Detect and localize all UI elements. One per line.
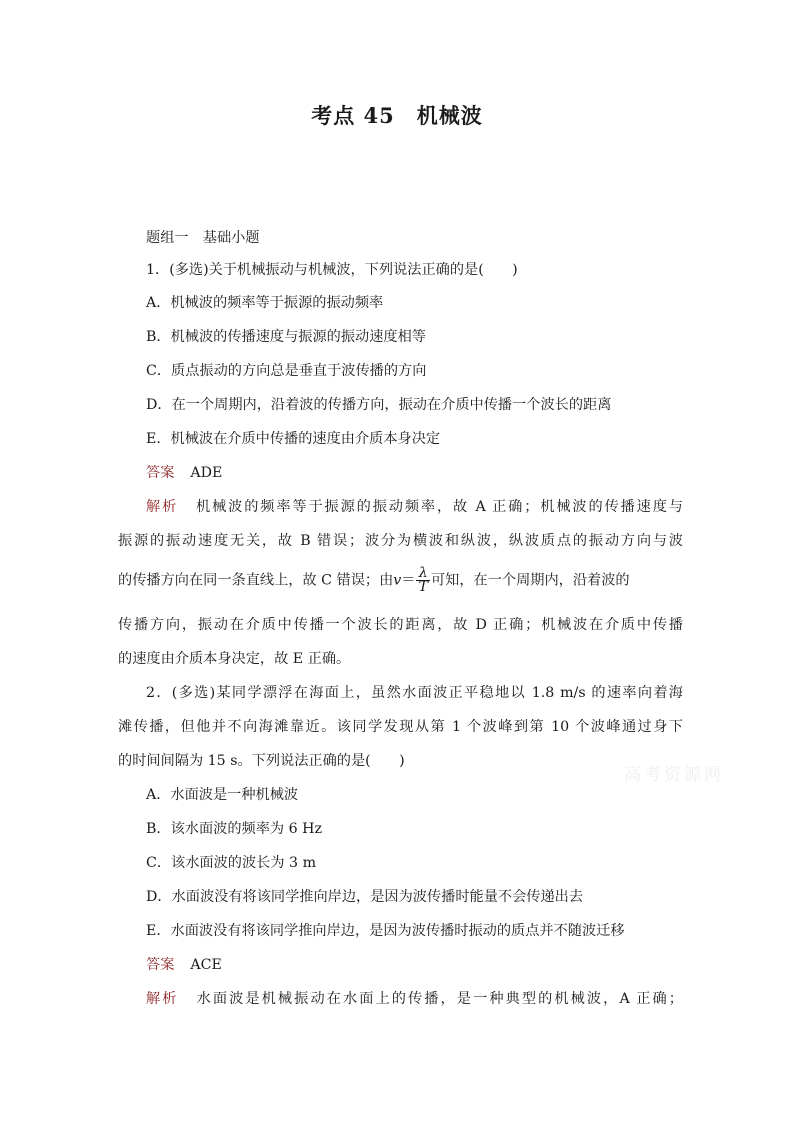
analysis-label: 解析 [146,991,179,1007]
formula-eq: ＝ [401,572,416,589]
answer-value: ACE [190,957,222,973]
q1-analysis-line-5: 的速度由介质本身决定，故 E 正确。 [118,651,351,667]
q1-option-c: C．质点振动的方向总是垂直于波传播的方向 [146,363,427,379]
q2-option-b: B．该水面波的频率为 6 Hz [146,821,323,837]
q2-option-e: E．水面波没有将该同学推向岸边，是因为波传播时振动的质点并不随波迁移 [146,923,625,939]
watermark: 高考资源网 [624,765,724,785]
analysis-label: 解析 [146,499,179,515]
q1-option-d: D．在一个周期内，沿着波的传播方向，振动在介质中传播一个波长的距离 [146,397,612,413]
formula-numerator: λ [416,567,429,581]
answer-label: 答案 [146,957,175,973]
question-2-stem-line-1: 2．(多选)某同学漂浮在海面上，虽然水面波正平稳地以 1.8 m/s 的速率向着海 [146,685,683,701]
question-1-stem: 1．(多选)关于机械振动与机械波，下列说法正确的是( ) [146,262,518,278]
page-title: 考点 45 机械波 [311,103,483,128]
formula-denominator: T [418,579,428,595]
question-2-stem-line-3: 的时间间隔为 15 s。下列说法正确的是( ) [118,753,405,769]
q1-option-a: A．机械波的频率等于振源的振动频率 [146,295,384,311]
q1-answer [146,463,683,483]
answer-value: ADE [190,465,223,481]
q1-option-b: B．机械波的传播速度与振源的振动速度相等 [146,329,426,345]
formula-fraction [416,567,429,594]
q2-answer [146,955,683,975]
q1-analysis-line-4: 传播方向，振动在介质中传播一个波长的距离，故 D 正确；机械波在介质中传播 [118,617,683,633]
q2-option-c: C．该水面波的波长为 3 m [146,855,317,871]
answer-label: 答案 [146,465,175,481]
q1-analysis-line-3: 的传播方向在同一条直线上，故 C 错误；由v＝ $\frac{\lambda}{T}$ 可知，在一个周期内，沿着波的 [118,565,630,595]
section-heading: 题组一 基础小题 [146,230,260,246]
q2-option-d: D．水面波没有将该同学推向岸边，是因为波传播时能量不会传递出去 [146,889,584,905]
q1-analysis-line-2: 振源的振动速度无关，故 B 错误；波分为横波和纵波，纵波质点的振动方向与波 [118,533,683,549]
question-2-stem-line-2: 滩传播，但他并不向海滩靠近。该同学发现从第 1 个波峰到第 10 个波峰通过身下 [118,719,683,735]
q1-analysis-line-1: 解析 机械波的频率等于振源的振动频率，故 A 正确；机械波的传播速度与 [146,499,683,515]
formula-lhs: v [393,572,402,589]
q1-option-e: E．机械波在介质中传播的速度由介质本身决定 [146,431,441,447]
q2-option-a: A．水面波是一种机械波 [146,787,299,803]
q2-analysis-line-1: 解析 水面波是机械振动在水面上的传播，是一种典型的机械波，A 正确； [146,991,683,1007]
